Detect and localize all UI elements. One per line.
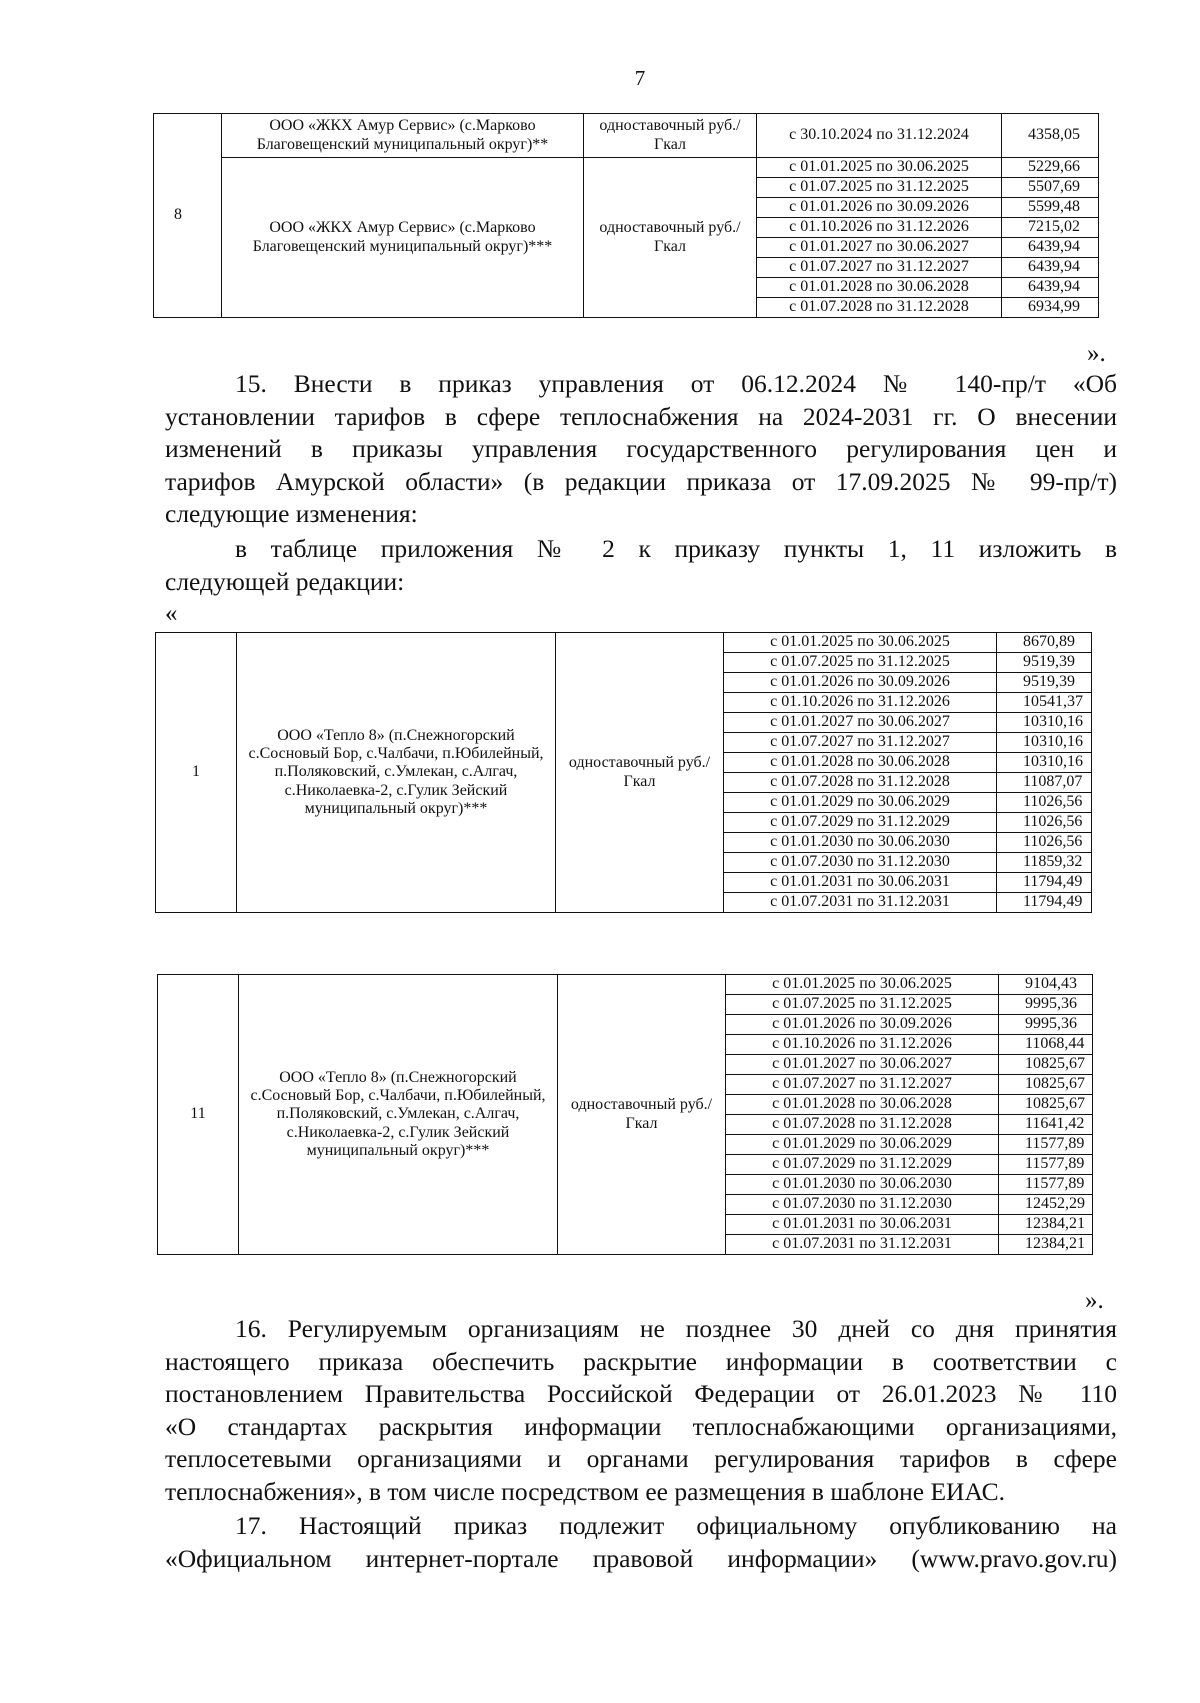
tariff-value-cell: 6439,94 (1002, 238, 1099, 258)
page-number: 7 (634, 66, 646, 90)
period-cell: с 01.10.2026 по 31.12.2026 (757, 218, 1002, 238)
item-number-cell: 8 (154, 114, 222, 318)
period-cell: с 01.01.2027 по 30.06.2027 (726, 1055, 999, 1075)
tariff-type-cell: одноставочный руб./Гкал (584, 158, 757, 318)
period-cell: с 01.07.2031 по 31.12.2031 (726, 1235, 999, 1255)
period-cell: с 01.07.2028 по 31.12.2028 (726, 1115, 999, 1135)
period-cell: с 01.01.2030 по 30.06.2030 (726, 1175, 999, 1195)
text-line: тарифов Амурской области» (в редакции приказа от 17.09.2025 № 99-пр/т) (165, 466, 1117, 496)
organization-cell: ООО «ЖКХ Амур Сервис» (с.Марково Благовещенский муниципальный округ)*** (222, 158, 584, 318)
period-cell: с 01.01.2031 по 30.06.2031 (726, 1215, 999, 1235)
tariff-value-cell: 4358,05 (1002, 114, 1099, 158)
tariff-value-cell: 11577,89 (999, 1175, 1093, 1195)
tariff-table-item-11 (157, 974, 1093, 1255)
period-cell: с 01.01.2025 по 30.06.2025 (726, 975, 999, 995)
tariff-value-cell: 11794,49 (997, 893, 1092, 913)
tariff-value-cell: 12384,21 (999, 1215, 1093, 1235)
period-cell: с 30.10.2024 по 31.12.2024 (757, 114, 1002, 158)
period-cell: с 01.01.2026 по 30.09.2026 (757, 198, 1002, 218)
tariff-value-cell: 12452,29 (999, 1195, 1093, 1215)
text-line: 17. Настоящий приказ подлежит официальному опубликованию на (235, 1511, 1117, 1540)
text-line: «О стандартах раскрытия информации теплоснабжающими организациями, (165, 1411, 1117, 1441)
closing-quote: ». (1087, 340, 1106, 367)
period-cell: с 01.01.2025 по 30.06.2025 (724, 633, 997, 653)
period-cell: с 01.07.2029 по 31.12.2029 (724, 813, 997, 833)
period-cell: с 01.01.2026 по 30.09.2026 (724, 673, 997, 693)
tariff-value-cell: 10541,37 (997, 693, 1092, 713)
period-cell: с 01.01.2026 по 30.09.2026 (726, 1015, 999, 1035)
period-cell: с 01.01.2028 по 30.06.2028 (757, 278, 1002, 298)
tariff-value-cell: 10825,67 (999, 1095, 1093, 1115)
opening-quote: « (165, 600, 178, 627)
period-cell: с 01.07.2025 по 31.12.2025 (726, 995, 999, 1015)
period-cell: с 01.07.2030 по 31.12.2030 (724, 853, 997, 873)
period-cell: с 01.01.2030 по 30.06.2030 (724, 833, 997, 853)
organization-cell: ООО «Тепло 8» (п.Снежногорский с.Сосновый Бор, с.Чалбачи, п.Юбилейный, п.Поляковский, с.Умлекан, с.Алгач, с.Николаевка-2, с.Гулик Зейский муниципальный округ)*** (237, 633, 556, 913)
tariff-value-cell: 9995,36 (999, 995, 1093, 1015)
tariff-value-cell: 9519,39 (997, 673, 1092, 693)
paragraph-15 (165, 368, 1117, 531)
period-cell: с 01.10.2026 по 31.12.2026 (726, 1035, 999, 1055)
tariff-value-cell: 11026,56 (997, 793, 1092, 813)
tariff-value-cell: 10310,16 (997, 713, 1092, 733)
table-row (154, 158, 1099, 178)
item-number-cell: 11 (158, 975, 239, 1255)
tariff-value-cell: 11087,07 (997, 773, 1092, 793)
period-cell: с 01.07.2029 по 31.12.2029 (726, 1155, 999, 1175)
tariff-value-cell: 5229,66 (1002, 158, 1099, 178)
period-cell: с 01.07.2027 по 31.12.2027 (757, 258, 1002, 278)
period-cell: с 01.07.2027 по 31.12.2027 (726, 1075, 999, 1095)
tariff-type-cell: одноставочный руб./Гкал (584, 114, 757, 158)
period-cell: с 01.07.2028 по 31.12.2028 (724, 773, 997, 793)
table-row (156, 633, 1092, 653)
period-cell: с 01.01.2027 по 30.06.2027 (757, 238, 1002, 258)
text-line: теплоснабжения», в том числе посредством ее размещения в шаблоне ЕИАС. (165, 1476, 1005, 1506)
text-line: в таблице приложения № 2 к приказу пункты 1, 11 изложить в (235, 534, 1117, 563)
paragraph-17 (165, 1510, 1117, 1575)
text-line: «Официальном интернет-портале правовой информации» (www.pravo.gov.ru) (165, 1543, 1117, 1573)
organization-cell: ООО «Тепло 8» (п.Снежногорский с.Сосновый Бор, с.Чалбачи, п.Юбилейный, п.Поляковский, с.Умлекан, с.Алгач, с.Николаевка-2, с.Гулик Зейский муниципальный округ)*** (239, 975, 558, 1255)
tariff-value-cell: 11577,89 (999, 1135, 1093, 1155)
tariff-value-cell: 8670,89 (997, 633, 1092, 653)
text-line: теплосетевыми организациями и органами регулирования тарифов в сфере (165, 1444, 1117, 1473)
tariff-value-cell: 11641,42 (999, 1115, 1093, 1135)
tariff-value-cell: 10825,67 (999, 1075, 1093, 1095)
text-line: 16. Регулируемым организациям не позднее 30 дней со дня принятия (235, 1314, 1117, 1343)
tariff-value-cell: 6439,94 (1002, 258, 1099, 278)
tariff-value-cell: 10310,16 (997, 733, 1092, 753)
tariff-type-cell: одноставочный руб./Гкал (556, 633, 724, 913)
text-line: следующей редакции: (165, 566, 405, 596)
tariff-value-cell: 5507,69 (1002, 178, 1099, 198)
tariff-value-cell: 11794,49 (997, 873, 1092, 893)
tariff-value-cell: 5599,48 (1002, 198, 1099, 218)
tariff-value-cell: 7215,02 (1002, 218, 1099, 238)
text-line: постановлением Правительства Российской Федерации от 26.01.2023 № 110 (165, 1379, 1117, 1408)
text-line: настоящего приказа обеспечить раскрытие информации в соответствии с (165, 1346, 1117, 1376)
tariff-value-cell: 10825,67 (999, 1055, 1093, 1075)
tariff-table-item-8 (153, 113, 1099, 318)
paragraph-16 (165, 1313, 1117, 1508)
tariff-type-cell: одноставочный руб./Гкал (558, 975, 726, 1255)
tariff-value-cell: 11026,56 (997, 813, 1092, 833)
tariff-table-item-1 (155, 632, 1092, 913)
organization-cell: ООО «ЖКХ Амур Сервис» (с.Марково Благовещенский муниципальный округ)** (222, 114, 584, 158)
tariff-value-cell: 9995,36 (999, 1015, 1093, 1035)
tariff-value-cell: 9519,39 (997, 653, 1092, 673)
period-cell: с 01.01.2028 по 30.06.2028 (724, 753, 997, 773)
closing-quote-2: ». (1085, 1287, 1104, 1314)
paragraph-15-table-note (165, 533, 1117, 598)
period-cell: с 01.01.2029 по 30.06.2029 (726, 1135, 999, 1155)
period-cell: с 01.01.2031 по 30.06.2031 (724, 873, 997, 893)
text-line: установлении тарифов в сфере теплоснабжения на 2024-2031 гг. О внесении (165, 401, 1117, 431)
text-line: изменений в приказы управления государственного регулирования цен и (165, 434, 1117, 463)
period-cell: с 01.10.2026 по 31.12.2026 (724, 693, 997, 713)
tariff-value-cell: 6439,94 (1002, 278, 1099, 298)
period-cell: с 01.01.2025 по 30.06.2025 (757, 158, 1002, 178)
tariff-value-cell: 11068,44 (999, 1035, 1093, 1055)
tariff-value-cell: 6934,99 (1002, 298, 1099, 318)
tariff-value-cell: 9104,43 (999, 975, 1093, 995)
period-cell: с 01.07.2028 по 31.12.2028 (757, 298, 1002, 318)
period-cell: с 01.07.2025 по 31.12.2025 (724, 653, 997, 673)
item-number-cell: 1 (156, 633, 237, 913)
period-cell: с 01.01.2028 по 30.06.2028 (726, 1095, 999, 1115)
tariff-value-cell: 12384,21 (999, 1235, 1093, 1255)
tariff-value-cell: 11577,89 (999, 1155, 1093, 1175)
tariff-value-cell: 10310,16 (997, 753, 1092, 773)
tariff-value-cell: 11859,32 (997, 853, 1092, 873)
period-cell: с 01.07.2027 по 31.12.2027 (724, 733, 997, 753)
period-cell: с 01.07.2030 по 31.12.2030 (726, 1195, 999, 1215)
period-cell: с 01.07.2025 по 31.12.2025 (757, 178, 1002, 198)
period-cell: с 01.01.2027 по 30.06.2027 (724, 713, 997, 733)
text-line: следующие изменения: (165, 499, 418, 528)
period-cell: с 01.01.2029 по 30.06.2029 (724, 793, 997, 813)
tariff-value-cell: 11026,56 (997, 833, 1092, 853)
text-line: 15. Внести в приказ управления от 06.12.2024 № 140-пр/т «Об (235, 369, 1117, 398)
table-row (158, 975, 1093, 995)
period-cell: с 01.07.2031 по 31.12.2031 (724, 893, 997, 913)
